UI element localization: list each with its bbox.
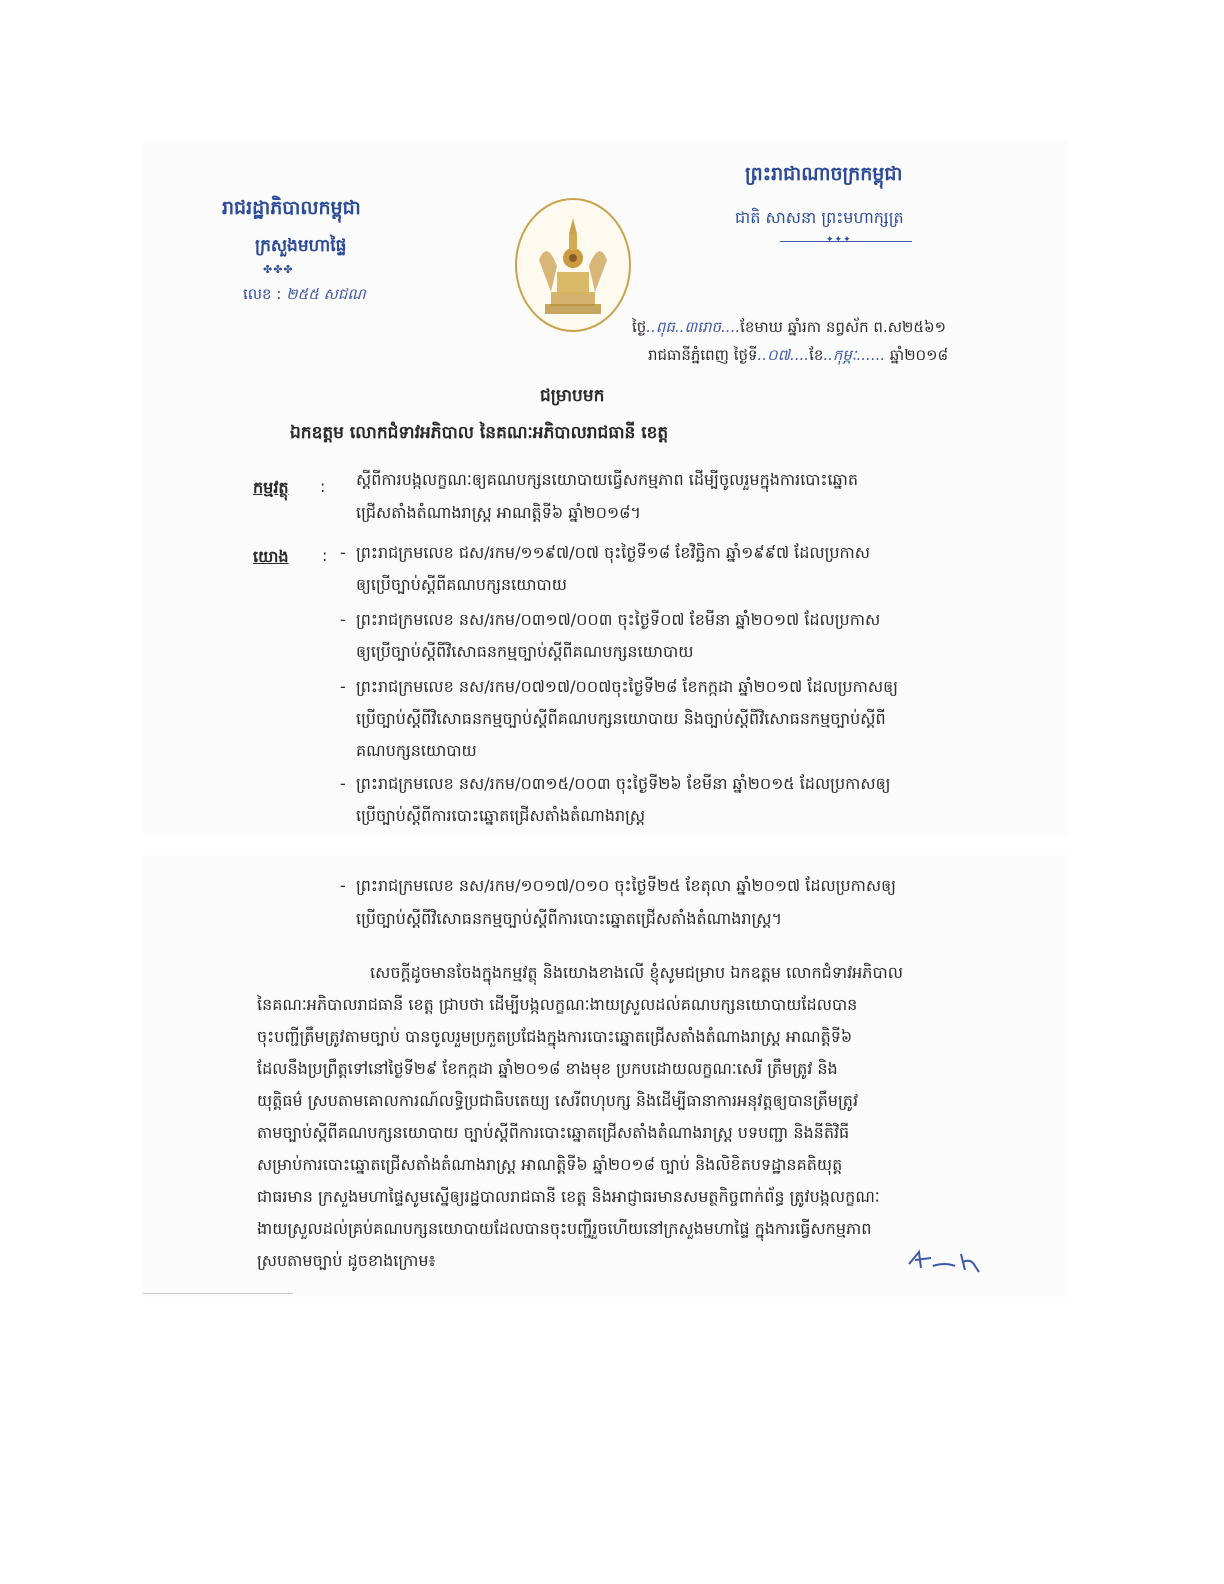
body-line-3: ចុះបញ្ជីត្រឹមត្រូវតាមច្បាប់ បានចូលរួមប្រកួតប្រជែងក្នុងការបោះឆ្នោតជ្រើសតាំងតំណាងរាស្ត្រ អាណត្តិទី៦ <box>257 1027 853 1046</box>
reference-2-line-2: ឲ្យប្រើច្បាប់ស្ដីពីវិសោធនកម្មច្បាប់ស្ដីពីគណបក្សនយោបាយ <box>356 642 694 661</box>
reference-dash: - <box>340 876 346 895</box>
reference-5-line-2: ប្រើច្បាប់ស្ដីពីវិសោធនកម្មច្បាប់ស្ដីពីការបោះឆ្នោតជ្រើសតាំងតំណាងរាស្ត្រ។ <box>356 909 783 928</box>
subject-line-2: ជ្រើសតាំងតំណាងរាស្ត្រ អាណត្តិទី៦ ឆ្នាំ២០១៨។ <box>356 503 641 522</box>
date-lunar-rest: ខែមាឃ ឆ្នាំរកា នព្វស័ក ព.ស២៥៦១ <box>740 318 946 336</box>
reference-number <box>243 285 366 307</box>
reference-4-line-2: ប្រើច្បាប់ស្ដីពីការបោះឆ្នោតជ្រើសតាំងតំណាងរាស្ត្រ <box>356 806 646 825</box>
body-line-9: ងាយស្រួលដល់គ្រប់គណបក្សនយោបាយដែលបានចុះបញ្ជីរួចហើយនៅក្រសួងមហាផ្ទៃ ក្នុងការធ្វើសកម្មភាព <box>257 1219 872 1238</box>
body-line-5: យុត្តិធម៌ ស្របតាមគោលការណ៍លទ្ធិប្រជាធិបតេយ្យ សេរីពហុបក្ស និងដើម្បីធានាការអនុវត្តឲ្យបានត្រឹមត្រូវ <box>257 1091 859 1110</box>
reference-value: ២៥៥ សជណ <box>286 285 366 303</box>
reference-3-line-2: ប្រើច្បាប់ស្ដីពីវិសោធនកម្មច្បាប់ស្ដីពីគណបក្សនយោបាយ និងច្បាប់ស្ដីពីវិសោធនកម្មច្បាប់ស្ដីពី <box>356 709 886 728</box>
page-footer-rule <box>143 1293 293 1294</box>
body-line-7: សម្រាប់ការបោះឆ្នោតជ្រើសតាំងតំណាងរាស្ត្រ អាណត្តិទី៦ ឆ្នាំ២០១៨ ច្បាប់ និងលិខិតបទដ្ឋានគតិយុត្ត <box>257 1155 843 1174</box>
subject-label: កម្មវត្ថុ <box>253 478 289 497</box>
date-solar-month: ..កុម្ភៈ...... <box>823 346 886 364</box>
body-line-4: ដែលនឹងប្រព្រឹត្តទៅនៅថ្ងៃទី២៩ ខែកក្កដា ឆ្នាំ២០១៨ ខាងមុខ ប្រកបដោយលក្ខណៈសេរី ត្រឹមត្រូវ និង <box>257 1059 838 1078</box>
reference-3-line-3: គណបក្សនយោបាយ <box>356 741 477 760</box>
kingdom-title: ព្រះរាជាណាចក្រកម្ពុជា <box>745 163 903 185</box>
national-motto: ជាតិ សាសនា ព្រះមហាក្សត្រ <box>735 208 904 227</box>
reference-dash: - <box>340 610 346 629</box>
reference-1-line-2: ឲ្យប្រើច្បាប់ស្ដីពីគណបក្សនយោបាយ <box>356 575 568 594</box>
date-solar <box>648 346 948 368</box>
subject-colon: : <box>320 477 326 496</box>
date-solar-year: ឆ្នាំ២០១៨ <box>889 346 949 364</box>
ornament-icon: ✦✦✦ <box>826 235 852 245</box>
government-title: រាជរដ្ឋាភិបាលកម្ពុជា <box>222 197 361 219</box>
reference-2-line-1: ព្រះរាជក្រមលេខ នស/រកម/០៣១៧/០០៣ ចុះថ្ងៃទី០៧ ខែមីនា ឆ្នាំ២០១៧ ដែលប្រកាស <box>356 610 881 629</box>
body-line-10: ស្របតាមច្បាប់ ដូចខាងក្រោម៖ <box>257 1251 436 1270</box>
reference-5-line-1: ព្រះរាជក្រមលេខ នស/រកម/១០១៧/០១០ ចុះថ្ងៃទី២៥ ខែតុលា ឆ្នាំ២០១៧ ដែលប្រកាសឲ្យ <box>356 876 897 895</box>
reference-dash: - <box>340 774 346 793</box>
body-line-2: នៃគណៈអភិបាលរាជធានី ខេត្ត ជ្រាបថា ដើម្បីបង្កលក្ខណៈងាយស្រួលដល់គណបក្សនយោបាយដែលបាន <box>257 995 858 1014</box>
body-line-6: តាមច្បាប់ស្ដីពីគណបក្សនយោបាយ ច្បាប់ស្ដីពីការបោះឆ្នោតជ្រើសតាំងតំណាងរាស្ត្រ បទបញ្ជា និងនីតិវិធី <box>257 1123 850 1142</box>
reference-4-line-1: ព្រះរាជក្រមលេខ នស/រកម/០៣១៥/០០៣ ចុះថ្ងៃទី២៦ ខែមីនា ឆ្នាំ២០១៥ ដែលប្រកាសឲ្យ <box>356 774 891 793</box>
reference-label: លេខ : <box>243 285 282 303</box>
date-solar-day: ..០៧.... <box>757 346 810 364</box>
respectfully-heading: ជម្រាបមក <box>540 386 605 406</box>
references-label: យោង <box>253 547 289 566</box>
reference-dash: - <box>340 677 346 696</box>
ministry-title: ក្រសួងមហាផ្ទៃ <box>255 236 347 256</box>
date-lunar <box>632 318 946 340</box>
initials-signature-icon <box>905 1242 985 1276</box>
references-colon: : <box>322 546 328 565</box>
subject-line-1: ស្ដីពីការបង្កលក្ខណៈឲ្យគណបក្សនយោបាយធ្វើសកម្មភាព ដើម្បីចូលរួមក្នុងការបោះឆ្នោត <box>356 470 858 489</box>
date-solar-month-label: ខែ <box>809 346 824 364</box>
reference-dash: - <box>340 543 346 562</box>
reference-3-line-1: ព្រះរាជក្រមលេខ នស/រកម/០៧១៧/០០៧ចុះថ្ងៃទី២៨ ខែកក្កដា ឆ្នាំ២០១៧ ដែលប្រកាសឲ្យ <box>356 677 899 696</box>
recipient-line: ឯកឧត្តម លោកជំទាវអភិបាល នៃគណៈអភិបាលរាជធានី ខេត្ត <box>290 423 669 443</box>
date-lunar-label: ថ្ងៃ <box>632 318 647 336</box>
date-solar-label: រាជធានីភ្នំពេញ ថ្ងៃទី <box>648 346 758 364</box>
body-line-8: ជាធរមាន ក្រសួងមហាផ្ទៃសូមស្នើឲ្យរដ្ឋបាលរាជធានី ខេត្ត និងអាជ្ញាធរមានសមត្ថកិច្ចពាក់ព័ន្ធ ត្រូវបង្កលក្ខណៈ <box>257 1187 880 1206</box>
body-line-1: សេចក្ដីដូចមានចែងក្នុងកម្មវត្ថុ និងយោងខាងលើ ខ្ញុំសូមជម្រាប ឯកឧត្តម លោកជំទាវអភិបាល <box>370 963 903 982</box>
date-lunar-value: ..ពុធ..៣រោច.... <box>646 318 741 336</box>
reference-1-line-1: ព្រះរាជក្រមលេខ ជស/រកម/១១៩៧/០៧ ចុះថ្ងៃទី១៨ ខែវិច្ឆិកា ឆ្នាំ១៩៩៧ ដែលប្រកាស <box>356 543 871 562</box>
ornament-small-icon: ✤✤✤ <box>263 263 294 276</box>
royal-emblem-icon <box>515 198 631 332</box>
